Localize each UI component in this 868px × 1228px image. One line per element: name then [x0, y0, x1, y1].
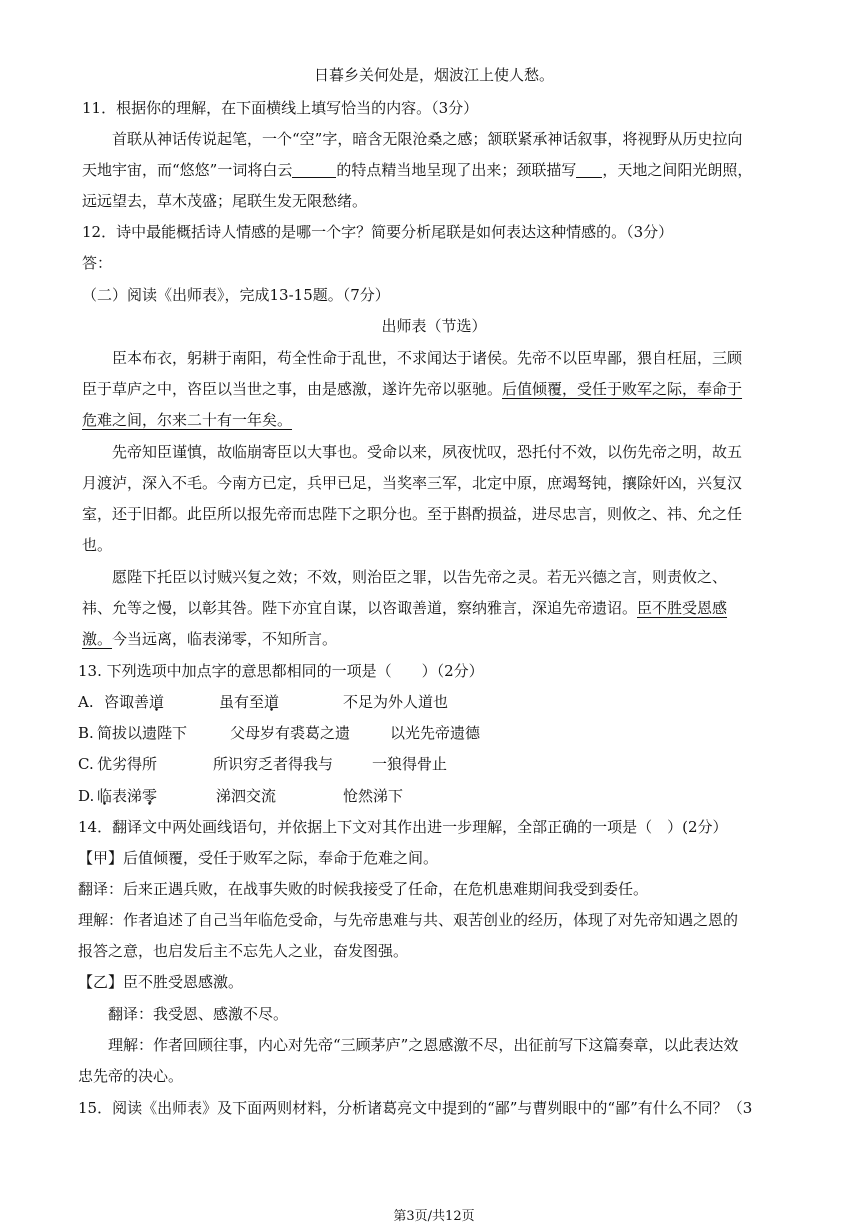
option-d-item-1: 临表涕零: [97, 787, 158, 805]
underlined-sentence-yi-part-1: 臣不胜受恩感: [637, 599, 728, 617]
option-c-item-3: 一狼得骨止: [372, 755, 448, 773]
question-15-stem: 15．阅读《出师表》及下面两则材料，分析诸葛亮文中提到的“鄙”与曹刿眼中的“鄙”有什么不同？（3: [78, 1099, 753, 1117]
passage-p1-line-3: [82, 409, 292, 431]
sentence-jia-understanding-line-1: 理解：作者追述了自己当年临危受命，与先帝患难与共、艰苦创业的经历，体现了对先帝知遇之恩的: [78, 911, 739, 929]
option-c-item-1: 优劣得所: [97, 755, 158, 773]
passage-title: 出师表（节选）: [381, 317, 487, 335]
sentence-jia: 【甲】后值倾覆，受任于败军之际，奉命于危难之间。: [78, 849, 439, 867]
underlined-sentence-jia-part-2: 危难之间，尔来二十有一年矣。: [82, 411, 293, 429]
passage-p3-line-2-text: 祎、允等之慢，以彰其咎。陛下亦宜自谋，以咨诹善道，察纳雅言，深追先帝遗诏。: [82, 599, 638, 617]
option-b-item-1: 简拔以遗陛下: [97, 724, 188, 742]
question-13-stem: 13. 下列选项中加点字的意思都相同的一项是（ ）（2分）: [78, 662, 484, 680]
section-2-heading: （二）阅读《出师表》，完成13-15题。（7分）: [82, 286, 390, 304]
option-d-label: D.: [78, 787, 95, 805]
passage-p2-line-4: 也。: [82, 536, 113, 554]
question-11-text-part-b: 的特点精当地呈现了出来；颈联描写: [336, 161, 577, 179]
option-b-item-3: 以光先帝遗德: [390, 724, 481, 742]
option-a-item-3: 不足为外人道也: [343, 693, 449, 711]
sentence-jia-translation: 翻译：后来正遇兵败，在战事失败的时候我接受了任命，在危机患难期间我受到委任。: [78, 880, 649, 898]
fill-in-blank-2[interactable]: [576, 161, 602, 178]
passage-p2-line-2: 月渡泸，深入不毛。今南方已定，兵甲已足，当奖率三军，北定中原，庶竭驽钝，攘除奸凶，兴复汉: [82, 474, 743, 492]
dotted-char: 道: [264, 693, 280, 711]
option-a-item-1: 咨诹善道: [104, 693, 165, 711]
question-11-text-part-a: 天地宇宙，而“悠悠”一词将白云: [82, 161, 293, 179]
passage-p1-line-2-text: 臣于草庐之中，咨臣以当世之事，由是感激，遂许先帝以驱驰。: [82, 380, 503, 398]
dotted-char: 道: [149, 693, 165, 711]
option-a-item-2: 虽有至道: [219, 693, 280, 711]
fill-in-blank-1[interactable]: [292, 161, 336, 178]
option-c-label: C.: [78, 755, 94, 773]
poem-last-line: 日暮乡关何处是，烟波江上使人愁。: [313, 66, 554, 84]
question-11-text-line-2: [82, 159, 752, 181]
passage-p2-line-1: 先帝知臣谨慎，故临崩寄臣以大事也。受命以来，夙夜忧叹，恐托付不效，以伤先帝之明，故五: [112, 443, 743, 461]
option-b-item-2: 父母岁有裘葛之遗: [230, 724, 351, 742]
sentence-jia-understanding-line-2: 报答之意，也启发后主不忘先人之业，奋发图强。: [78, 942, 409, 960]
option-d-item-3: 怆然涕下: [343, 787, 404, 805]
question-11-stem: 11．根据你的理解，在下面横线上填写恰当的内容。（3分）: [82, 99, 479, 117]
dotted-char: 零: [142, 787, 158, 805]
question-11-text-part-c: ，天地之间阳光朗照，: [602, 161, 753, 179]
sentence-yi-understanding-line-2: 忠先帝的决心。: [78, 1067, 184, 1085]
question-11-text-line-3: 远远望去，草木茂盛；尾联生发无限愁绪。: [82, 192, 368, 210]
passage-p3-line-3: [82, 628, 337, 650]
option-a-label: A.: [78, 693, 94, 711]
underlined-sentence-yi-part-2: 激。: [82, 630, 113, 648]
question-14-stem: 14．翻译文中两处画线语句，并依据上下文对其作出进一步理解，全部正确的一项是（ ）(2分）: [78, 818, 728, 836]
passage-p1-line-2: [82, 378, 742, 400]
underlined-sentence-jia-part-1: 后值倾覆，受任于败军之际，奉命于: [502, 380, 743, 398]
option-c-item-2: 所识穷乏者得我与: [213, 755, 334, 773]
sentence-yi-understanding-line-1: 理解：作者回顾往事，内心对先帝“三顾茅庐”之恩感激不尽，出征前写下这篇奏章，以此表达效: [108, 1036, 739, 1054]
passage-p3-line-3-text: 今当远离，临表涕零，不知所言。: [112, 630, 338, 648]
question-11-text-line-1: 首联从神话传说起笔，一个“空”字，暗含无限沧桑之感；颔联紧承神话叙事，将视野从历史拉向: [112, 130, 743, 148]
option-d-item-2: 涕泗交流: [216, 787, 277, 805]
dotted-char: 临: [97, 787, 113, 805]
option-b-label: B.: [78, 724, 94, 742]
question-12-stem: 12．诗中最能概括诗人情感的是哪一个字？简要分析尾联是如何表达这种情感的。（3分）: [82, 223, 674, 241]
passage-p3-line-2: [82, 597, 727, 619]
page-number: 第3页/共12页: [393, 1209, 475, 1224]
passage-p2-line-3: 室，还于旧都。此臣所以报先帝而忠陛下之职分也。至于斟酌损益，进尽忠言，则攸之、祎、允之任: [82, 505, 743, 523]
sentence-yi: 【乙】臣不胜受恩感激。: [78, 973, 244, 991]
question-12-answer-label: 答：: [82, 254, 113, 272]
sentence-yi-translation: 翻译：我受恩、感激不尽。: [108, 1005, 289, 1023]
passage-p3-line-1: 愿陛下托臣以讨贼兴复之效；不效，则治臣之罪，以告先帝之灵。若无兴德之言，则责攸之、: [112, 568, 728, 586]
passage-p1-line-1: 臣本布衣，躬耕于南阳，苟全性命于乱世，不求闻达于诸侯。先帝不以臣卑鄙，猥自枉屈，三顾: [112, 349, 743, 367]
